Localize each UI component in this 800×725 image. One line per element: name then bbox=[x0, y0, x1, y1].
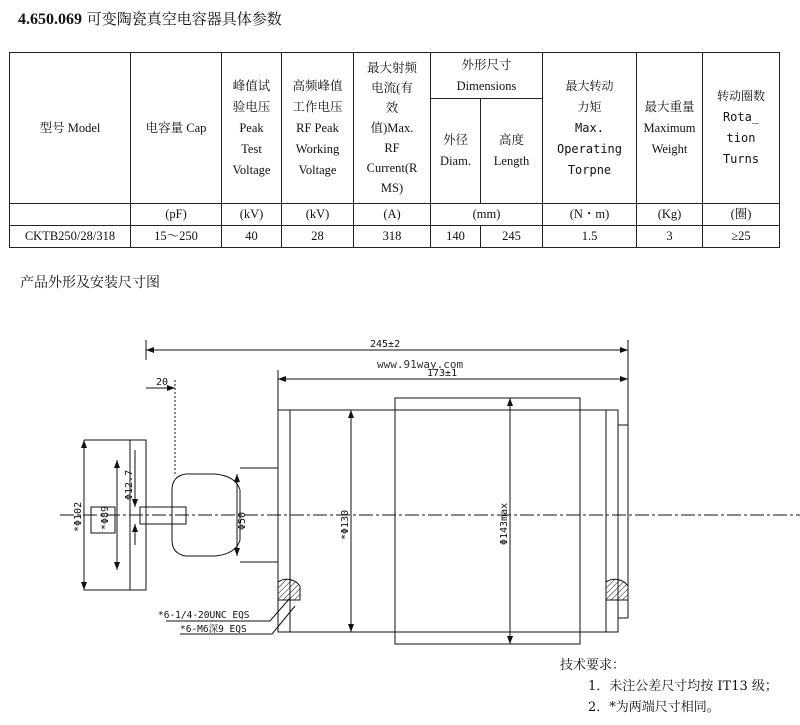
units-row: (pF) (kV) (kV) (A) (mm) (N・m) (Kg) (圈) bbox=[10, 204, 780, 226]
hatched-detail-left bbox=[278, 579, 300, 600]
thread-callout-1: *6-1/4-20UNC EQS bbox=[158, 610, 250, 621]
dim-overall: 245±2 bbox=[370, 339, 401, 350]
header-torque: 最大转动 力矩 Max. Operating Torpne bbox=[543, 53, 637, 204]
dim-phi102: *Φ102 bbox=[73, 501, 84, 532]
ceramic-section bbox=[395, 398, 580, 644]
header-dimensions: 外形尺寸 Dimensions bbox=[431, 53, 543, 99]
thread-callout-2: *6-M6深9 EQS bbox=[180, 624, 247, 635]
section-title: 产品外形及安装尺寸图 bbox=[20, 275, 160, 291]
table-row: CKTB250/28/318 15～250 40 28 318 140 245 1.5 3 ≥25 bbox=[10, 226, 780, 248]
notes-title: 技术要求： bbox=[560, 658, 626, 673]
dim-phi130: *Φ130 bbox=[340, 509, 351, 540]
header-rf: 高频峰值 工作电压 RF Peak Working Voltage bbox=[282, 53, 354, 204]
technical-notes bbox=[560, 655, 778, 718]
hatched-detail-right bbox=[606, 579, 628, 600]
dim-body: 173±1 bbox=[427, 368, 458, 379]
header-weight: 最大重量 Maximum Weight bbox=[637, 53, 703, 204]
watermark: www.91way.com bbox=[377, 358, 464, 371]
spec-table bbox=[9, 52, 780, 248]
header-turns: 转动圈数 Rota_ tion Turns bbox=[703, 53, 780, 204]
dim-phi12-7: Φ12.7 bbox=[124, 469, 135, 500]
title-text: 可变陶瓷真空电容器具体参数 bbox=[86, 10, 282, 28]
dim-phi89: *Φ89 bbox=[100, 505, 111, 530]
main-body bbox=[278, 410, 618, 632]
header-length: 高度 Length bbox=[481, 99, 543, 204]
header-current: 最大射频 电流(有 效 值)Max. RF Current(R MS) bbox=[354, 53, 431, 204]
header-diam: 外径 Diam. bbox=[431, 99, 481, 204]
dim-phi143: Φ143max bbox=[499, 502, 510, 545]
header-peak: 峰值试 验电压 Peak Test Voltage bbox=[222, 53, 282, 204]
product-code: 4.650.069 bbox=[18, 11, 82, 28]
dim-shaft-length: 20 bbox=[156, 377, 169, 388]
header-cap: 电容量 Cap bbox=[131, 53, 222, 204]
note-item: 2．*为两端尺寸相同。 bbox=[588, 700, 720, 715]
note-item: 1．未注公差尺寸均按 IT13 级； bbox=[588, 679, 778, 694]
page-title bbox=[18, 8, 282, 29]
outline-drawing bbox=[0, 300, 800, 650]
header-model: 型号 Model bbox=[10, 53, 131, 204]
dim-phi50: Φ50 bbox=[237, 511, 248, 530]
